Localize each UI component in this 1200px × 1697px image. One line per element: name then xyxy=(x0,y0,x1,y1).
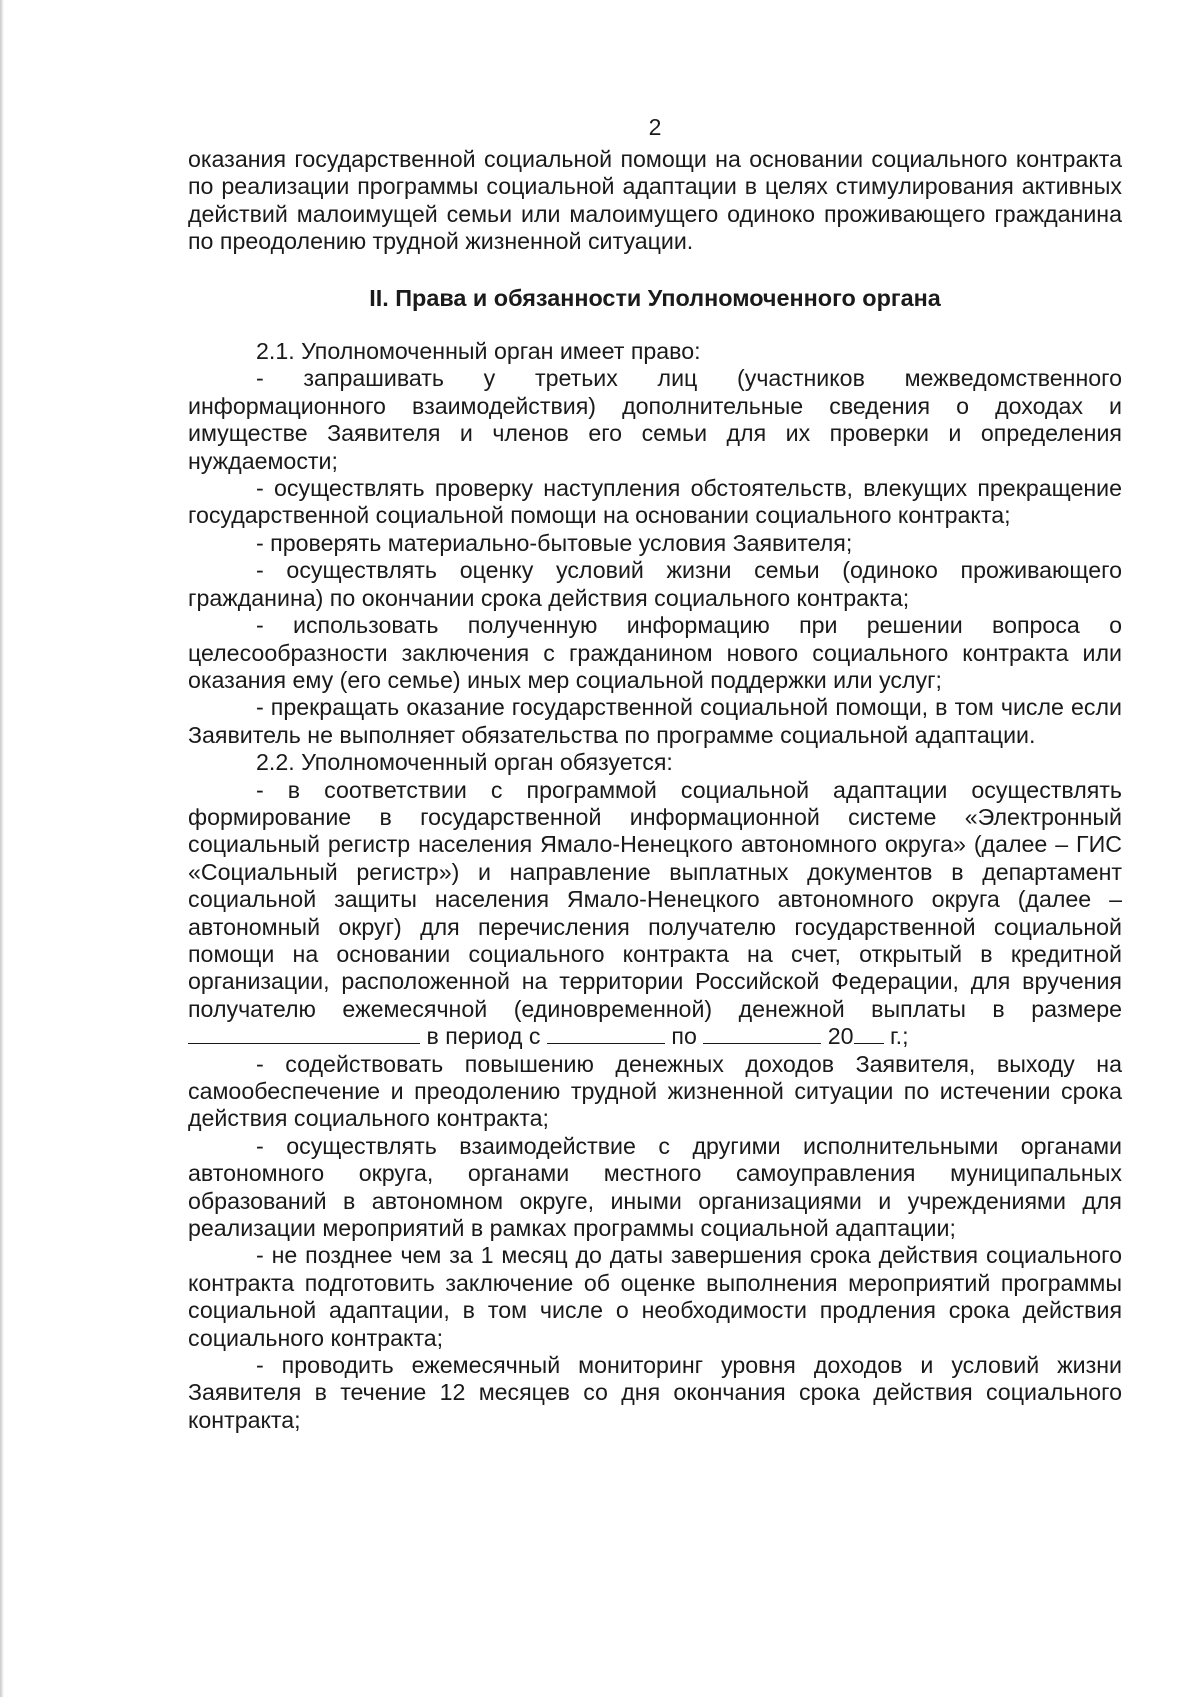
date-from-blank xyxy=(547,1025,665,1044)
obligation-item: - содействовать повышению денежных доходов Заявителя, выходу на самообеспечение и преодолению трудной жизненной ситуации по истечении срока действия социального контракта; xyxy=(188,1050,1122,1132)
page-number: 2 xyxy=(648,114,662,140)
intro-paragraph: оказания государственной социальной помощи на основании социального контракта по реализации программы социальной адаптации в целях стимулирования активных действий малоимущей семьи или малоимущего одиноко проживающего гражданина по преодолению трудной жизненной ситуации. xyxy=(188,146,1122,255)
rights-item: - осуществлять оценку условий жизни семьи (одиноко проживающего гражданина) по окончании срока действия социального контракта; xyxy=(188,557,1122,611)
scan-edge xyxy=(0,0,4,1697)
year-suffix: г.; xyxy=(890,1023,909,1050)
payment-obligation-text: - в соответствии с программой социальной адаптации осуществлять формирование в государственной информационной системе «Электронный социальный регистр населения Ямало-Ненецкого автономного округа» (далее – ГИС «Социальный регистр») и направление выплатных документов в департамент социальной защиты населения Ямало-Ненецкого автономного округа (далее – автономный округ) для перечисления получателю государственной социальной помощи на основании социального контракта на счет, открытый в кредитной организации, расположенной на территории Российской Федерации, для вручения получателю ежемесячной (единовременной) денежной выплаты в размере xyxy=(188,776,1122,1022)
date-to-blank xyxy=(703,1025,821,1044)
document-body xyxy=(188,146,1122,1434)
year-blank xyxy=(854,1025,884,1044)
obligation-item: - осуществлять взаимодействие с другими исполнительными органами автономного округа, органами местного самоуправления муниципальных образований в автономном округе, иными организациями и учреждениями для реализации мероприятий в рамках программы социальной адаптации; xyxy=(188,1132,1122,1242)
section-2-2-title: 2.2. Уполномоченный орган обязуется: xyxy=(256,749,673,776)
rights-item: - прекращать оказание государственной социальной помощи, в том числе если Заявитель не выполняет обязательства по программе социальной адаптации. xyxy=(188,694,1122,748)
obligation-item: - проводить ежемесячный мониторинг уровня доходов и условий жизни Заявителя в течение 12 месяцев со дня окончания срока действия социального контракта; xyxy=(188,1352,1122,1433)
year-prefix: 20 xyxy=(827,1023,854,1050)
period-label: в период xyxy=(426,1023,523,1050)
amount-blank xyxy=(188,1025,420,1044)
rights-item: - запрашивать у третьих лиц (участников межведомственного информационного взаимодействия) дополнительные сведения о доходах и имуществе Заявителя и членов его семьи для их проверки и определения нуждаемости; xyxy=(188,365,1122,474)
rights-item: - использовать полученную информацию при решении вопроса о целесообразности заключения с гражданином нового социального контракта или оказания ему (его семье) иных мер социальной поддержки или услуг; xyxy=(188,612,1122,693)
from-label: с xyxy=(528,1023,541,1050)
payment-obligation-item xyxy=(188,777,1122,1051)
obligation-item: - не позднее чем за 1 месяц до даты завершения срока действия социального контракта подготовить заключение об оценке выполнения мероприятий программы социальной адаптации, в том числе о необходимости продления срока действия социального контракта; xyxy=(188,1242,1122,1351)
section-heading: II. Права и обязанности Уполномоченного органа xyxy=(369,284,941,311)
section-2-1-title: 2.1. Уполномоченный орган имеет право: xyxy=(256,338,701,365)
to-label: по xyxy=(671,1023,697,1050)
rights-item: - осуществлять проверку наступления обстоятельств, влекущих прекращение государственной социальной помощи на основании социального контракта; xyxy=(188,475,1122,529)
rights-item: - проверять материально-бытовые условия Заявителя; xyxy=(256,529,853,556)
